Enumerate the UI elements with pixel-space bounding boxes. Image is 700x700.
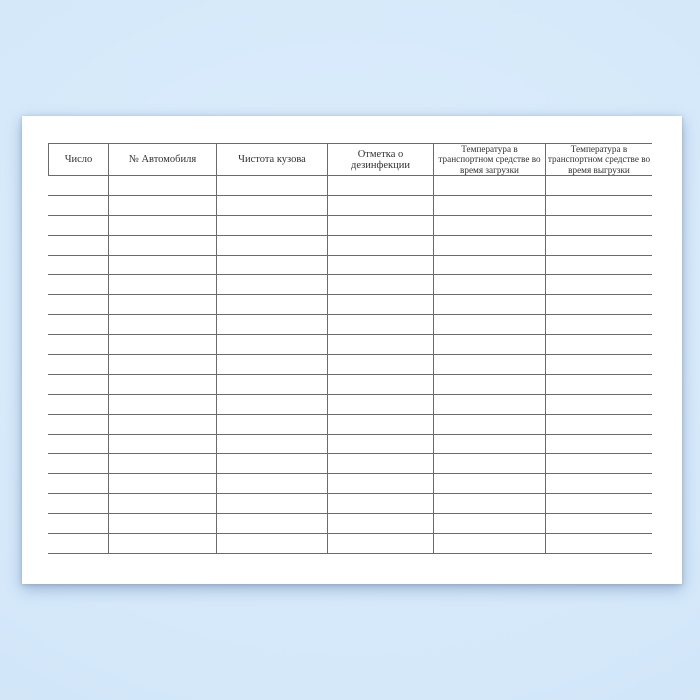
empty-cell [48, 335, 108, 355]
empty-cell [545, 395, 652, 415]
empty-cell [108, 534, 216, 554]
empty-cell [433, 415, 545, 435]
empty-cell [433, 335, 545, 355]
empty-cell [48, 474, 108, 494]
empty-cell [48, 415, 108, 435]
empty-cell [216, 435, 327, 455]
empty-cell [433, 355, 545, 375]
empty-cell [433, 474, 545, 494]
empty-cell [48, 196, 108, 216]
empty-cell [433, 395, 545, 415]
empty-cell [545, 256, 652, 276]
empty-cell [327, 415, 433, 435]
empty-cell [545, 514, 652, 534]
empty-cell [433, 176, 545, 196]
empty-cell [48, 275, 108, 295]
column-header-vehicle-number: № Автомобиля [108, 143, 216, 176]
empty-cell [545, 236, 652, 256]
empty-cell [108, 355, 216, 375]
empty-cell [545, 335, 652, 355]
empty-cell [433, 375, 545, 395]
empty-cell [216, 335, 327, 355]
empty-cell [48, 454, 108, 474]
empty-cell [433, 236, 545, 256]
empty-cell [545, 216, 652, 236]
empty-cell [108, 435, 216, 455]
empty-cell [216, 355, 327, 375]
empty-cell [108, 494, 216, 514]
empty-cell [327, 256, 433, 276]
empty-cell [216, 454, 327, 474]
empty-cell [48, 375, 108, 395]
empty-cell [433, 454, 545, 474]
empty-cell [433, 196, 545, 216]
empty-cell [327, 514, 433, 534]
empty-cell [216, 196, 327, 216]
empty-cell [108, 256, 216, 276]
empty-cell [433, 315, 545, 335]
empty-cell [216, 375, 327, 395]
empty-cell [545, 355, 652, 375]
empty-cell [216, 315, 327, 335]
empty-cell [327, 494, 433, 514]
empty-cell [327, 474, 433, 494]
empty-cell [108, 335, 216, 355]
empty-cell [327, 534, 433, 554]
paper-sheet [22, 116, 682, 584]
empty-cell [48, 216, 108, 236]
empty-cell [48, 355, 108, 375]
empty-cell [433, 256, 545, 276]
empty-cell [216, 415, 327, 435]
empty-cell [48, 315, 108, 335]
column-header-date: Число [48, 143, 108, 176]
empty-cell [433, 216, 545, 236]
empty-cell [216, 514, 327, 534]
empty-cell [216, 395, 327, 415]
empty-cell [108, 196, 216, 216]
empty-cell [48, 534, 108, 554]
empty-cell [108, 216, 216, 236]
empty-cell [108, 514, 216, 534]
column-header-loading-temperature: Температура в транспортном средстве во время загрузки [433, 143, 545, 176]
column-header-disinfection-mark: Отметка о дезинфекции [327, 143, 433, 176]
empty-cell [108, 275, 216, 295]
empty-cell [108, 415, 216, 435]
empty-cell [48, 435, 108, 455]
empty-cell [327, 216, 433, 236]
empty-cell [327, 236, 433, 256]
empty-cell [545, 196, 652, 216]
column-header-unloading-temperature: Температура в транспортном средстве во время выгрузки [545, 143, 652, 176]
empty-cell [216, 295, 327, 315]
empty-cell [327, 315, 433, 335]
empty-cell [327, 355, 433, 375]
empty-cell [545, 415, 652, 435]
empty-cell [108, 295, 216, 315]
empty-cell [48, 494, 108, 514]
empty-cell [327, 176, 433, 196]
empty-cell [545, 295, 652, 315]
empty-cell [327, 435, 433, 455]
empty-cell [545, 315, 652, 335]
empty-cell [216, 275, 327, 295]
empty-cell [545, 375, 652, 395]
empty-cell [108, 375, 216, 395]
empty-cell [216, 236, 327, 256]
empty-cell [48, 256, 108, 276]
empty-cell [545, 176, 652, 196]
empty-cell [545, 474, 652, 494]
empty-cell [108, 236, 216, 256]
empty-cell [545, 454, 652, 474]
empty-cell [48, 395, 108, 415]
empty-cell [216, 474, 327, 494]
empty-cell [433, 534, 545, 554]
column-header-body-cleanliness: Чистота кузова [216, 143, 327, 176]
empty-cell [545, 534, 652, 554]
empty-cell [216, 534, 327, 554]
empty-cell [545, 435, 652, 455]
empty-cell [48, 176, 108, 196]
empty-cell [433, 435, 545, 455]
empty-cell [48, 514, 108, 534]
empty-cell [108, 315, 216, 335]
empty-cell [327, 335, 433, 355]
empty-cell [433, 275, 545, 295]
empty-cell [108, 454, 216, 474]
table-body [48, 176, 652, 554]
transport-log-table [48, 143, 652, 554]
empty-cell [433, 295, 545, 315]
empty-cell [216, 494, 327, 514]
empty-cell [545, 494, 652, 514]
empty-cell [327, 275, 433, 295]
empty-cell [327, 196, 433, 216]
empty-cell [327, 375, 433, 395]
empty-cell [216, 176, 327, 196]
empty-cell [327, 395, 433, 415]
empty-cell [327, 454, 433, 474]
empty-cell [108, 395, 216, 415]
empty-cell [327, 295, 433, 315]
empty-cell [48, 295, 108, 315]
empty-cell [48, 236, 108, 256]
table-header-row [48, 143, 652, 176]
empty-cell [545, 275, 652, 295]
empty-cell [216, 256, 327, 276]
empty-cell [433, 494, 545, 514]
empty-cell [108, 474, 216, 494]
empty-cell [433, 514, 545, 534]
empty-cell [108, 176, 216, 196]
empty-cell [216, 216, 327, 236]
